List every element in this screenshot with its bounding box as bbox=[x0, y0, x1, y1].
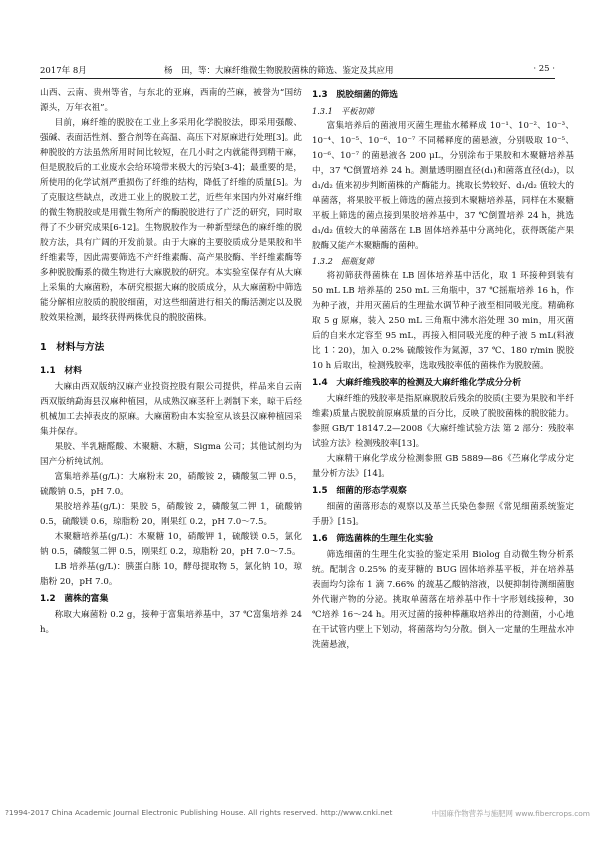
header-title: 杨 田，等：大麻纤维微生物脱胶菌株的筛选、鉴定及其应用 bbox=[164, 66, 394, 76]
paragraph: 筛选细菌的生理生化实验的鉴定采用 Biolog 自动微生物分析系统。配制含 0.25% 的麦芽糖的 BUG 固体培养基平板，并在培养基表面均匀涂布 1 滴 7.66% 的巯基乙酸钠溶液，以便抑制待测细菌胞外代谢产物的分泌。挑取单菌落在培养基中作十字形划线接种，30 ℃培养 16～24 h。用灭过菌的接种棒蘸取培养出的待测菌，小心地在干试管内壁上下划动，将菌落均匀分散。倒入一定量的生理盐水冲洗菌悬液， bbox=[312, 550, 574, 650]
medium-recipe: 富集培养基(g/L)：大麻粉末 20，硝酸铵 2，磷酸氢二钾 0.5，硫酸钠 0.5，pH 7.0。 bbox=[40, 472, 302, 497]
paragraph: 山西、云南、贵州等省，与东北的亚麻，西南的苎麻，被誉为“国纺源头，万年衣祖”。 bbox=[40, 88, 302, 113]
running-header bbox=[40, 62, 555, 78]
paragraph: 目前，麻纤维的脱胶在工业上多采用化学脱胶法，即采用强酸、强碱、表面活性剂、螯合剂等在高温、高压下对原麻进行处理[3]。此种脱胶的方法虽然所用时间比较短，在几小时之内就能得到精干麻，但是脱胶后的工业废水会给环境带来极大的污染[3-4]；最重要的是，所使用的化学试剂严重损伤了纤维的结构，降低了纤维的质量[5]。为了克服这些缺点，改进工业上的脱胶工艺，近些年来国内外对麻纤维的微生物脱胶或是用微生物所产的酶脱胶进行了广泛的研究，同时取得了不少研究成果[6-12]。生物脱胶作为一种新型绿色的麻纤维的脱胶方法，具有广阔的开发前景。由于大麻的主要胶质成分是果胶和半纤维素等，因此需要筛选不产纤维素酶、高产果胶酶、半纤维素酶等多种脱胶酶系的微生物进行大麻脱胶的研究。本实验室保存有从大麻上采集的大麻菌粉，本研究根据大麻的胶质成分，从大麻菌粉中筛选能分解相应胶质的脱胶细菌，对这些细菌进行相关的酶活测定以及脱胶效果检测，最终获得两株优良的脱胶菌株。 bbox=[40, 118, 302, 323]
subsubsection-heading: 1.3.2 摇瓶复筛 bbox=[312, 256, 374, 266]
section-heading: 1 材料与方法 bbox=[40, 342, 105, 353]
paragraph: 果胶、半乳糖醛酸、木聚糖、木糖，Sigma 公司；其他试剂均为国产分析纯试剂。 bbox=[40, 442, 302, 467]
paragraph: 富集培养后的菌液用灭菌生理盐水稀释成 10⁻¹、10⁻²、10⁻³、10⁻⁴、10⁻⁵、10⁻⁶、10⁻⁷ 不同稀释度的菌悬液，分别吸取 10⁻⁵、10⁻⁶、10⁻⁷ 的菌悬液各 200 μL，分别涂布于果胶和木聚糖培养基中，37 ℃倒置培养 24 h。测量透明圈直径(d₁)和菌落直径(d₂)，以 d₁/d₂ 值来初步判断菌株的产酶能力。挑取长势较好、d₁/d₂ 值较大的单菌落，将果胶平板上筛选的菌点接到木聚糖培养基，同样在木聚糖平板上筛选的菌点接到果胶培养基中，37 ℃倒置培养 24 h，挑选 d₁/d₂ 值较大的单菌落在 LB 固体培养基中分离纯化，获得既能产果胶酶又能产木聚糖酶的菌种。 bbox=[312, 121, 574, 251]
subsection-heading: 1.4 大麻纤维残胶率的检测及大麻纤维化学成分分析 bbox=[312, 378, 522, 388]
header-date: 2017年 8月 bbox=[40, 66, 87, 76]
medium-recipe: 木聚糖培养基(g/L)：木聚糖 10，硝酸钾 1，硫酸镁 0.5，氯化钠 0.5，磷酸氢二钾 0.5，刚果红 0.2，琼脂粉 20，pH 7.0～7.5。 bbox=[40, 532, 302, 557]
medium-recipe: LB 培养基(g/L)：胰蛋白胨 10，酵母提取物 5，氯化钠 10，琼脂粉 20，pH 7.0。 bbox=[40, 562, 302, 587]
subsection-heading: 1.2 菌株的富集 bbox=[40, 594, 109, 604]
page-number: · 25 · bbox=[533, 64, 555, 74]
subsection-heading: 1.1 材料 bbox=[40, 366, 82, 376]
paragraph: 将初筛获得菌株在 LB 固体培养基中活化，取 1 环接种到装有 50 mL LB 培养基的 250 mL 三角瓶中，37 ℃摇瓶培养 16 h，作为种子液，并用灭菌后的生理盐水调节种子液至相同吸光度。精确称取 5 g 原麻，装入 250 mL 三角瓶中沸水浴处理 30 min，用灭菌后的自来水定容至 95 mL，再接入相同吸光度的种子液 5 mL(料液比 1∶20)，加入 0.2% 硫酸铵作为氮源，37 ℃、180 r/min 脱胶 10 h 后取出，检测残胶率，选取残胶率低的菌株作为脱胶菌。 bbox=[312, 271, 574, 371]
paragraph: 大麻由西双版纳汉麻产业投资控股有限公司提供，样品来自云南西双版纳勐海县汉麻种植园，从成熟汉麻茎秆上剥制下来，晾干后经机械加工去掉表皮的原麻。大麻菌粉由本实验室从该县汉麻种植园采集并保存。 bbox=[40, 382, 302, 437]
subsection-heading: 1.5 细菌的形态学观察 bbox=[312, 486, 407, 496]
right-column bbox=[312, 86, 574, 653]
watermark-text: 中国麻作物营养与施肥网 www.fibercrops.com bbox=[431, 809, 590, 818]
header-rule bbox=[40, 78, 555, 79]
paragraph: 大麻精干麻化学成分检测参照 GB 5889—86《苎麻化学成分定量分析方法》[14]。 bbox=[312, 454, 574, 479]
subsubsection-heading: 1.3.1 平板初筛 bbox=[312, 106, 374, 116]
medium-recipe: 果胶培养基(g/L)：果胶 5，硝酸铵 2，磷酸氢二钾 1，硫酸钠 0.5，硫酸镁 0.6，琼脂粉 20，刚果红 0.2，pH 7.0～7.5。 bbox=[40, 502, 302, 527]
left-column bbox=[40, 86, 302, 638]
copyright-notice: ?1994-2017 China Academic Journal Electronic Publishing House. All rights reserved. http://www.cnki.net bbox=[5, 808, 393, 817]
paragraph: 大麻纤维的残胶率是指原麻脱胶后残余的胶质(主要为果胶和半纤维素)质量占脱胶前原麻质量的百分比，反映了脱胶菌株的脱胶能力。参照 GB/T 18147.2—2008《大麻纤维试验方法 第 2 部分：残胶率试验方法》检测残胶率[13]。 bbox=[312, 394, 574, 449]
subsection-heading: 1.6 筛选菌株的生理生化实验 bbox=[312, 534, 434, 544]
paragraph: 称取大麻菌粉 0.2 g，接种于富集培养基中，37 ℃富集培养 24 h。 bbox=[40, 610, 302, 635]
subsection-heading: 1.3 脱胶细菌的筛选 bbox=[312, 90, 398, 100]
paragraph: 细菌的菌落形态的观察以及革兰氏染色参照《常见细菌系统鉴定手册》[15]。 bbox=[312, 502, 574, 527]
